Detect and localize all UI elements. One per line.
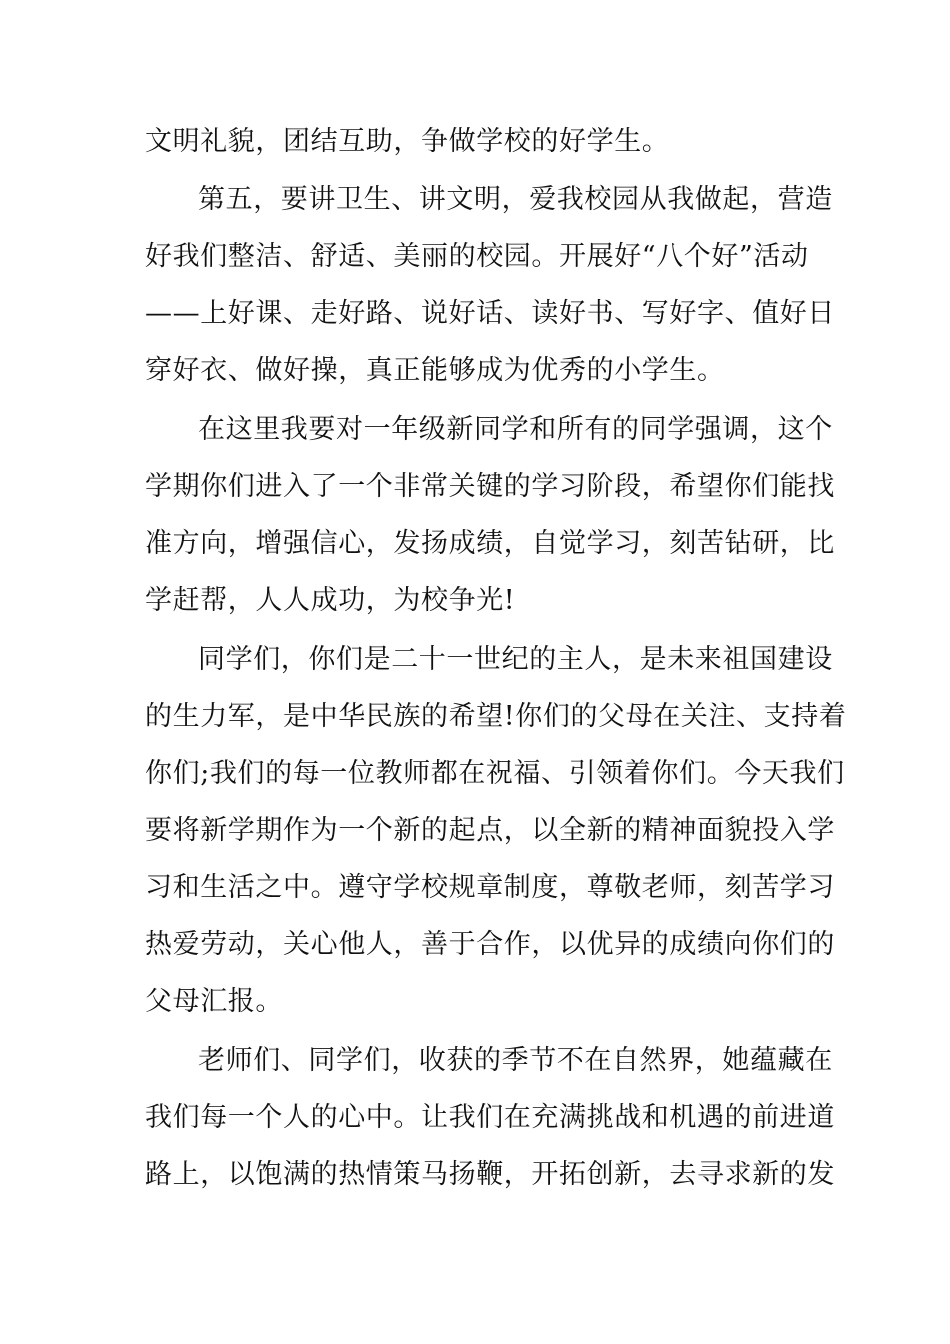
text-line: 文明礼貌，团结互助，争做学校的好学生。 — [145, 126, 670, 157]
paragraph-start: 老师们、同学们，收获的季节不在自然界，她蕴藏在 — [198, 1045, 833, 1076]
text-line: 热爱劳动，关心他人，善于合作，以优异的成绩向你们的 — [145, 929, 835, 960]
text-line: ——上好课、走好路、说好话、读好书、写好字、值好日 — [145, 298, 835, 329]
text-line: 路上，以饱满的热情策马扬鞭，开拓创新，去寻求新的发 — [145, 1159, 835, 1190]
text-line: 我们每一个人的心中。让我们在充满挑战和机遇的前进道 — [145, 1102, 835, 1133]
paragraph-start: 同学们，你们是二十一世纪的主人，是未来祖国建设 — [198, 644, 833, 675]
text-line: 你们;我们的每一位教师都在祝福、引领着你们。今天我们 — [145, 758, 845, 789]
text-line: 学期你们进入了一个非常关键的学习阶段，希望你们能找 — [145, 471, 835, 502]
text-line: 的生力军，是中华民族的希望!你们的父母在关注、支持着 — [145, 701, 847, 732]
text-line: 父母汇报。 — [145, 986, 283, 1017]
text-line: 习和生活之中。遵守学校规章制度，尊敬老师，刻苦学习 — [145, 872, 835, 903]
text-line: 要将新学期作为一个新的起点，以全新的精神面貌投入学 — [145, 815, 835, 846]
paragraph-5-start: 第五，要讲卫生、讲文明，爱我校园从我做起，营造 — [198, 184, 833, 215]
text-line: 好我们整洁、舒适、美丽的校园。开展好“八个好”活动 — [145, 241, 809, 272]
text-line: 准方向，增强信心，发扬成绩，自觉学习，刻苦钻研，比 — [145, 528, 835, 559]
text-line: 穿好衣、做好操，真正能够成为优秀的小学生。 — [145, 355, 725, 386]
text-line: 学赶帮，人人成功，为校争光! — [145, 585, 516, 616]
paragraph-start: 在这里我要对一年级新同学和所有的同学强调，这个 — [198, 414, 833, 445]
